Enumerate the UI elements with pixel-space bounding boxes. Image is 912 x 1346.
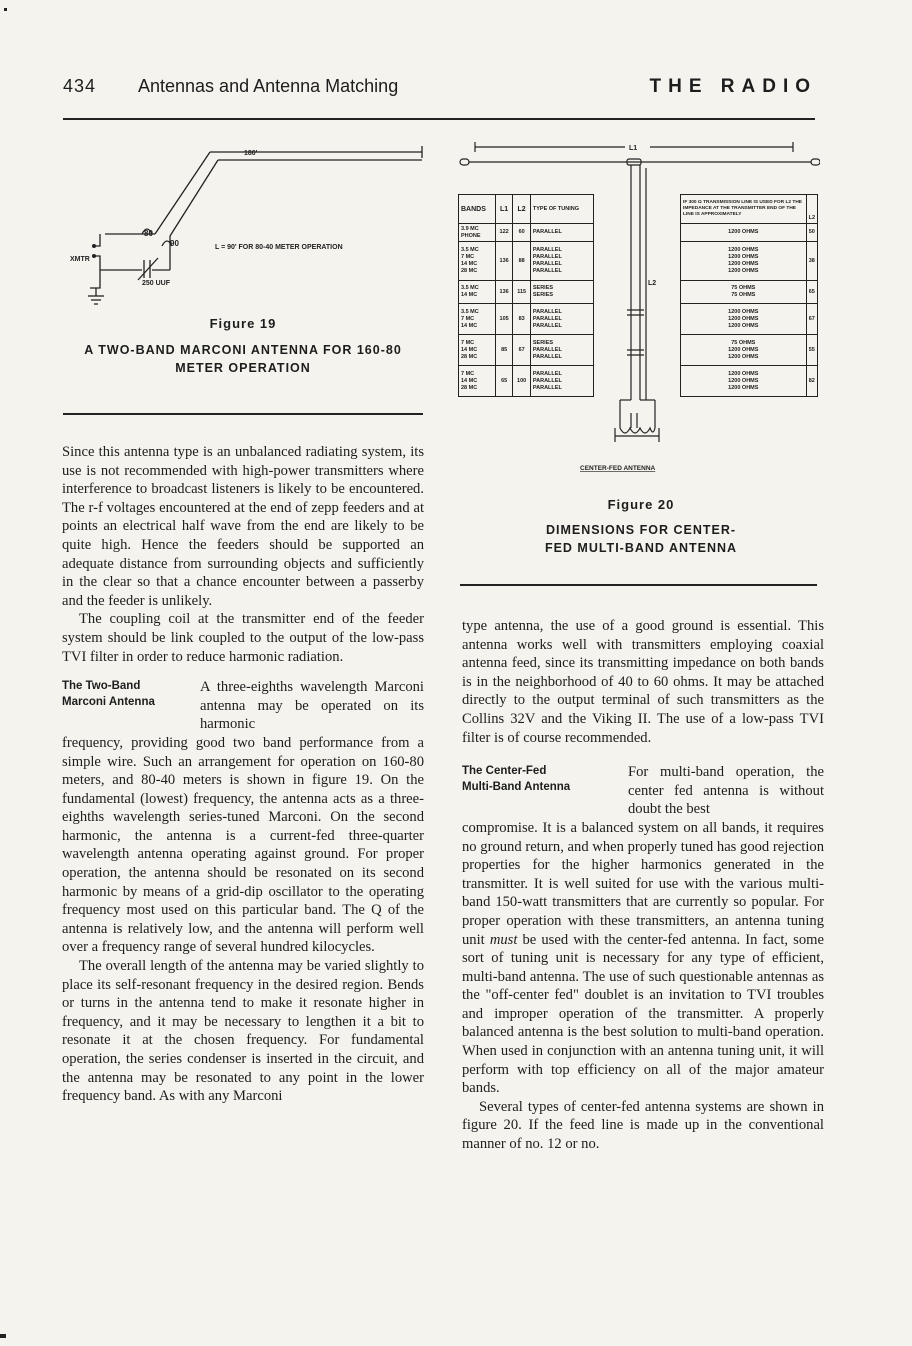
- table-cell: 136: [495, 242, 513, 281]
- table-cell: 1200 OHMS: [728, 247, 759, 253]
- paragraph: frequency, providing good two band performance from a simple wire. Such an arrangement for operation on 160-80 meters, and 80-40 meters is shown in figure 19. On the fundamental (lowest) frequency, the antenna acts as a three-eighths wavelength series-tuned Marconi. On the second harmonic, the antenna is a current-fed three-quarter wavelength antenna operating against ground. For proper operation, the antenna should be resonated on its second harmonic by means of a grid-dip oscillator to the operating frequency most used on this particular band. The Q of the antenna is relatively low, and the antenna will perform well over a frequency range of several hundred kilocycles.: [62, 734, 424, 956]
- band-dimensions-table: [458, 194, 594, 397]
- scan-mark: [4, 8, 7, 11]
- terminal: [92, 244, 96, 248]
- table-header: L2: [513, 195, 531, 224]
- table-cell: 3.5 MC: [461, 247, 479, 253]
- label-l1: L1: [629, 145, 638, 152]
- table-cell: 3.9 MC: [461, 225, 479, 232]
- table-row: [459, 304, 594, 335]
- table-cell: 28 MC: [461, 384, 478, 391]
- table-cell: PARALLEL: [532, 268, 562, 274]
- table-cell: 65: [806, 281, 817, 304]
- table-cell: 75 OHMS: [731, 292, 756, 298]
- table-cell: 88: [513, 242, 531, 281]
- figure-20-caption: [460, 497, 822, 557]
- figure-19-caption: [63, 316, 423, 377]
- table-cell: 7 MC: [461, 315, 475, 322]
- table-cell: 85: [495, 335, 513, 366]
- figure-20-title: DIMENSIONS FOR CENTER-FED MULTI-BAND ANTENNA: [544, 523, 738, 555]
- table-cell: 1200 OHMS: [728, 322, 759, 329]
- table-cell: 136: [495, 281, 513, 304]
- table-header: IF 300 Ω TRANSMISSION LINE IS USED FOR L2 THE IMPEDANCE AT THE TRANSMITTER END OF THE LINE IS APPROXIMATELY: [681, 195, 807, 224]
- table-cell: 122: [495, 224, 513, 242]
- table-header: L2: [806, 195, 817, 224]
- table-cell: 7 MC: [461, 254, 475, 260]
- table-cell: 28 MC: [461, 268, 478, 274]
- tuning-coil: [620, 428, 655, 433]
- table-cell: 14 MC: [461, 261, 478, 267]
- coupling-lead: [94, 234, 100, 246]
- table-cell: 28 MC: [461, 353, 478, 360]
- table-row: [459, 224, 594, 242]
- impedance-table: [680, 194, 818, 397]
- table-row: [681, 304, 818, 335]
- table-header-row: [459, 195, 594, 224]
- table-cell: PARALLEL: [532, 370, 562, 377]
- table-cell: PARALLEL: [532, 247, 562, 253]
- table-cell: 3.5 MC: [461, 285, 479, 291]
- table-cell: 50: [806, 224, 817, 242]
- table-cell: PHONE: [461, 232, 481, 239]
- paragraph: The overall length of the antenna may be varied slightly to place its self-resonant frequency in the desired region. Bends or turns in the antenna tend to make it resonate higher in frequency, and it may be necessary to lengthen it a bit to resonate it at the chosen frequency. For fundamental operation, the series condenser is inserted in the circuit, and the antenna may be resonated to any point in the lower frequency band. As with any Marconi: [62, 958, 424, 1105]
- table-cell: PARALLEL: [532, 308, 562, 315]
- paragraph: type antenna, the use of a good ground is essential. This antenna works well with transmitters employing coaxial antenna feed, since its transmitting impedance on both bands is in the neighborhood of 40 to 60 ohms. It may be attached directly to the output terminal of such transmitters as the Collins 32V and the Viking II. The use of a low-pass TVI filter is of course recommended.: [462, 618, 824, 746]
- table-row: [681, 366, 818, 397]
- coupling-lead: [90, 256, 100, 288]
- end-insulator: [460, 159, 469, 165]
- side-text: For multi-band operation, the center fed antenna is without doubt the best: [628, 764, 824, 818]
- table-row: [681, 335, 818, 366]
- table-cell: PARALLEL: [532, 346, 562, 353]
- table-cell: 60: [513, 224, 531, 242]
- table-cell: 1200 OHMS: [728, 353, 759, 360]
- table-cell: PARALLEL: [532, 377, 562, 384]
- figure-20-number: Figure 20: [607, 497, 675, 512]
- figure-19-number: Figure 19: [209, 316, 277, 331]
- paragraph-text: compromise. It is a balanced system on all bands, it requires no ground return, and when properly tuned has good rejection properties for the higher harmonics generated in the transmitter. It is well suited for use with the various multi-band 150-watt transmitters that are currently so popular. For proper operation with these transmitters, an antenna tuning unit: [462, 819, 824, 948]
- label-90: 90: [170, 239, 179, 248]
- table-row: [459, 281, 594, 304]
- table-cell: 1200 OHMS: [728, 229, 759, 235]
- table-cell: 100: [513, 366, 531, 397]
- table-cell: PARALLEL: [532, 254, 562, 260]
- table-header: TYPE OF TUNING: [530, 195, 593, 224]
- figure-20-rule: [460, 584, 817, 586]
- table-cell: PARALLEL: [532, 384, 562, 391]
- table-cell: PARALLEL: [532, 229, 562, 235]
- table-cell: 83: [513, 304, 531, 335]
- terminal: [92, 254, 96, 258]
- table-cell: 1200 OHMS: [728, 346, 759, 353]
- table-row: [459, 366, 594, 397]
- table-cell: SERIES: [532, 292, 554, 298]
- table-cell: 1200 OHMS: [728, 261, 759, 267]
- table-row: [681, 242, 818, 281]
- table-cell: 75 OHMS: [731, 285, 756, 291]
- figure-19-diagram: [60, 138, 430, 308]
- scan-mark: [0, 1334, 6, 1338]
- side-heading-block: [62, 678, 424, 734]
- side-heading: [62, 678, 200, 734]
- paragraph: Since this antenna type is an unbalanced radiating system, its use is not recommended with high-power transmitters where interference to broadcast listeners is likely to be encountered. The r-f voltages encountered at the end of zepp feeders and at points an electrical half wave from the end are likely to be quite high. Hence the feeders should be supported an adequate distance from surrounding objects and sufficiently in the clear so that a chance encounter between a passerby and the feeder is unlikely.: [62, 444, 424, 609]
- table-cell: 14 MC: [461, 346, 478, 353]
- label-180: 180': [244, 150, 258, 157]
- table-cell: 55: [806, 335, 817, 366]
- table-cell: 1200 OHMS: [728, 315, 759, 322]
- header-rule: [63, 118, 815, 120]
- paragraph: [462, 819, 824, 1098]
- table-row: [681, 224, 818, 242]
- end-insulator: [811, 159, 820, 165]
- table-row: [459, 335, 594, 366]
- label-xmtr: XMTR: [70, 256, 90, 263]
- paragraph-text: be used with the center-fed antenna. In fact, some sort of tuning unit is necessary for any type of efficient, multi-band antenna. The use of such questionable antennas as the "off-center fed" doublet is an invitation to TVI troubles and improper operation of the transmitter. A properly balanced antenna is the best solution to multi-band operation. When used in conjunction with an antenna tuning unit, it will perform with top efficiency on all of the major amateur bands.: [462, 931, 824, 1097]
- table-cell: 75 OHMS: [731, 339, 756, 346]
- table-cell: SERIES: [532, 285, 554, 291]
- figure-19-title: A TWO-BAND MARCONI ANTENNA FOR 160-80 METER OPERATION: [84, 343, 402, 375]
- table-header: L1: [495, 195, 513, 224]
- table-row: [681, 281, 818, 304]
- table-cell: 82: [806, 366, 817, 397]
- table-cell: 105: [495, 304, 513, 335]
- side-heading-line: The Two-Band: [62, 680, 141, 693]
- figure-20-diagram-caption: CENTER-FED ANTENNA: [580, 465, 656, 472]
- left-column: [62, 443, 424, 1106]
- label-80: 80: [144, 229, 153, 238]
- table-cell: 115: [513, 281, 531, 304]
- table-cell: 65: [495, 366, 513, 397]
- label-l2: L2: [648, 280, 657, 287]
- table-cell: 3.5 MC: [461, 308, 479, 315]
- table-cell: 1200 OHMS: [728, 308, 759, 315]
- table-cell: 1200 OHMS: [728, 370, 759, 377]
- table-cell: 14 MC: [461, 292, 478, 298]
- table-cell: PARALLEL: [532, 353, 562, 360]
- table-cell: 1200 OHMS: [728, 268, 759, 274]
- table-cell: SERIES: [532, 339, 554, 346]
- figure-19-rule: [63, 413, 423, 415]
- side-text: A three-eighths wavelength Marconi antenna may be operated on its harmonic: [200, 679, 424, 733]
- table-cell: 38: [806, 242, 817, 281]
- table-cell: PARALLEL: [532, 261, 562, 267]
- side-heading-line: Multi-Band Antenna: [462, 781, 571, 794]
- side-heading: [462, 763, 628, 819]
- antenna-wire: [170, 160, 218, 236]
- table-cell: PARALLEL: [532, 315, 562, 322]
- book-title: THE RADIO: [649, 76, 817, 97]
- paragraph: Several types of center-fed antenna systems are shown in figure 20. If the feed line is made up in the conventional manner of no. 12 or no.: [462, 1098, 824, 1153]
- table-cell: PARALLEL: [532, 322, 562, 329]
- table-header-row: [681, 195, 818, 224]
- table-header: BANDS: [459, 195, 496, 224]
- table-cell: 14 MC: [461, 377, 478, 384]
- side-heading-block: [462, 763, 824, 819]
- table-cell: 7 MC: [461, 339, 475, 346]
- capacitor-arrow: [138, 258, 158, 280]
- right-column: [462, 617, 824, 1154]
- emphasis: must: [489, 931, 518, 948]
- label-l-length: L = 90' FOR 80-40 METER OPERATION: [215, 244, 343, 251]
- table-cell: 67: [806, 304, 817, 335]
- side-heading-line: The Center-Fed: [462, 765, 547, 778]
- chapter-title: Antennas and Antenna Matching: [138, 76, 399, 96]
- side-heading-line: Marconi Antenna: [62, 696, 155, 709]
- table-cell: 1200 OHMS: [728, 377, 759, 384]
- label-capacitor: 250 UUF: [142, 280, 171, 287]
- table-row: [459, 242, 594, 281]
- antenna-wire: [155, 152, 210, 234]
- paragraph: The coupling coil at the transmitter end of the feeder system should be link coupled to the output of the low-pass TVI filter in order to reduce harmonic radiation.: [62, 611, 424, 665]
- page-number: 434: [63, 76, 97, 96]
- table-cell: 7 MC: [461, 370, 475, 377]
- table-cell: 67: [513, 335, 531, 366]
- table-cell: 1200 OHMS: [728, 254, 759, 260]
- table-cell: 14 MC: [461, 322, 478, 329]
- table-cell: 1200 OHMS: [728, 384, 759, 391]
